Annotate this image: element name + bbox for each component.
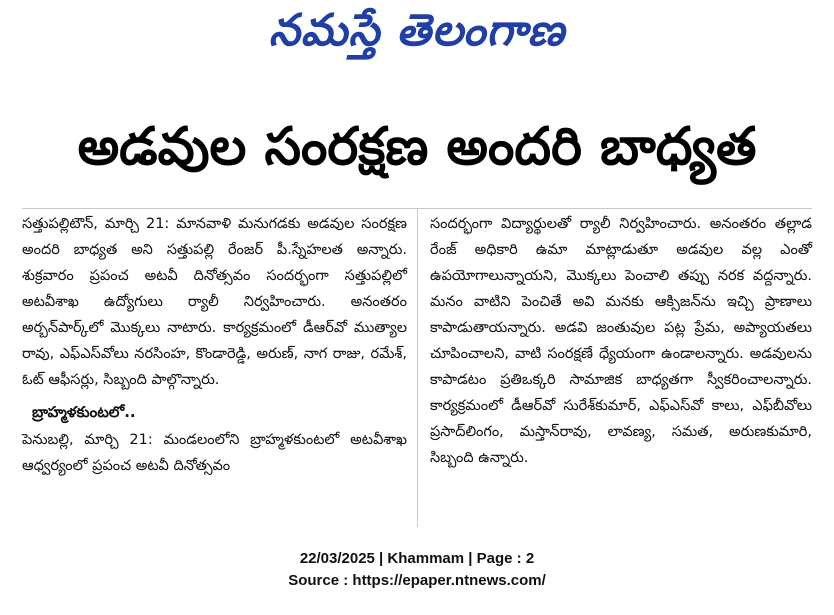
- column-divider: [417, 209, 418, 527]
- left-paragraph-2: పెనుబల్లి, మార్చి 21: మండలంలోని బ్రాహ్మళకుంటలో అటవీశాఖ ఆధ్వర్యంలో ప్రపంచ అటవీ దినోత్సవం: [22, 432, 407, 474]
- article-headline: [0, 108, 834, 198]
- edition-info: 22/03/2025 | Khammam | Page : 2: [299, 550, 535, 567]
- page-footer: [0, 548, 834, 592]
- source-line: Source : https://epaper.ntnews.com/: [288, 572, 546, 589]
- right-column: [430, 209, 812, 529]
- right-paragraph-1: సందర్భంగా విద్యార్థులతో ర్యాలీ నిర్వహించారు. అనంతరం తల్లాడ రేంజ్ అధికారి ఉమా మాట్లాడుతూ అడవుల వల్ల ఎంతో ఉపయోగాలున్నాయని, మొక్కలు పెంచాలి తప్పు నరక వద్దన్నారు. మనం వాటిని పెంచితే అవి మనకు ఆక్సిజన్‌ను ఇచ్చి ప్రాణాలు కాపాడుతాయన్నారు. అడవి జంతువుల పట్ల ప్రేమ, అప్యాయతలు చూపించాలని, వాటి సంరక్షణే ధ్యేయంగా ఉండాలన్నారు. అడవులను కాపాడటం ప్రతిఒక్కరి సామాజిక బాధ్యతగా స్వీకరించాలన్నారు. కార్యక్రమంలో డీఆర్‌వో సురేశ్‌కుమార్, ఎఫ్‌ఎస్‌వో కాలు, ఎఫ్‌బీవోలు ప్రసాద్‌లింగం, మస్తాన్‌రావు, లావణ్య, సమత, అరుణకుమారి, సిబ్బంది ఉన్నారు.: [430, 216, 812, 466]
- left-column: [22, 209, 407, 529]
- left-paragraph-1: సత్తుపల్లిటౌన్, మార్చి 21: మానవాళి మనుగడకు అడవుల సంరక్షణ అందరి బాధ్యత అని సత్తుపల్లి రేంజర్ పీ.స్నేహలత అన్నారు. శుక్రవారం ప్రపంచ అటవీ దినోత్సవం సందర్భంగా సత్తుపల్లిలో అటవీశాఖ ఉద్యోగులు ర్యాలీ నిర్వహించారు. అనంతరం అర్బన్‌పార్క్‌లో మొక్కలు నాటారు. కార్యక్రమంలో డీఆర్‌వో ముత్యాల రావు, ఎఫ్‌ఎస్‌వోలు నరసింహ, కొండారెడ్డి, అరుణ్, నాగ రాజు, రమేశ్, ఓట్ ఆఫీసర్లు, సిబ్బంది పాల్గొన్నారు.: [22, 216, 407, 388]
- sub-heading: బ్రాహ్మళకుంటలో..: [32, 403, 136, 421]
- article-body: [22, 208, 812, 527]
- newspaper-masthead: [0, 0, 834, 72]
- headline-text: అడవుల సంరక్షణ అందరి బాధ్యత: [77, 116, 757, 177]
- masthead-title: నమస్తే తెలంగాణ: [268, 5, 566, 56]
